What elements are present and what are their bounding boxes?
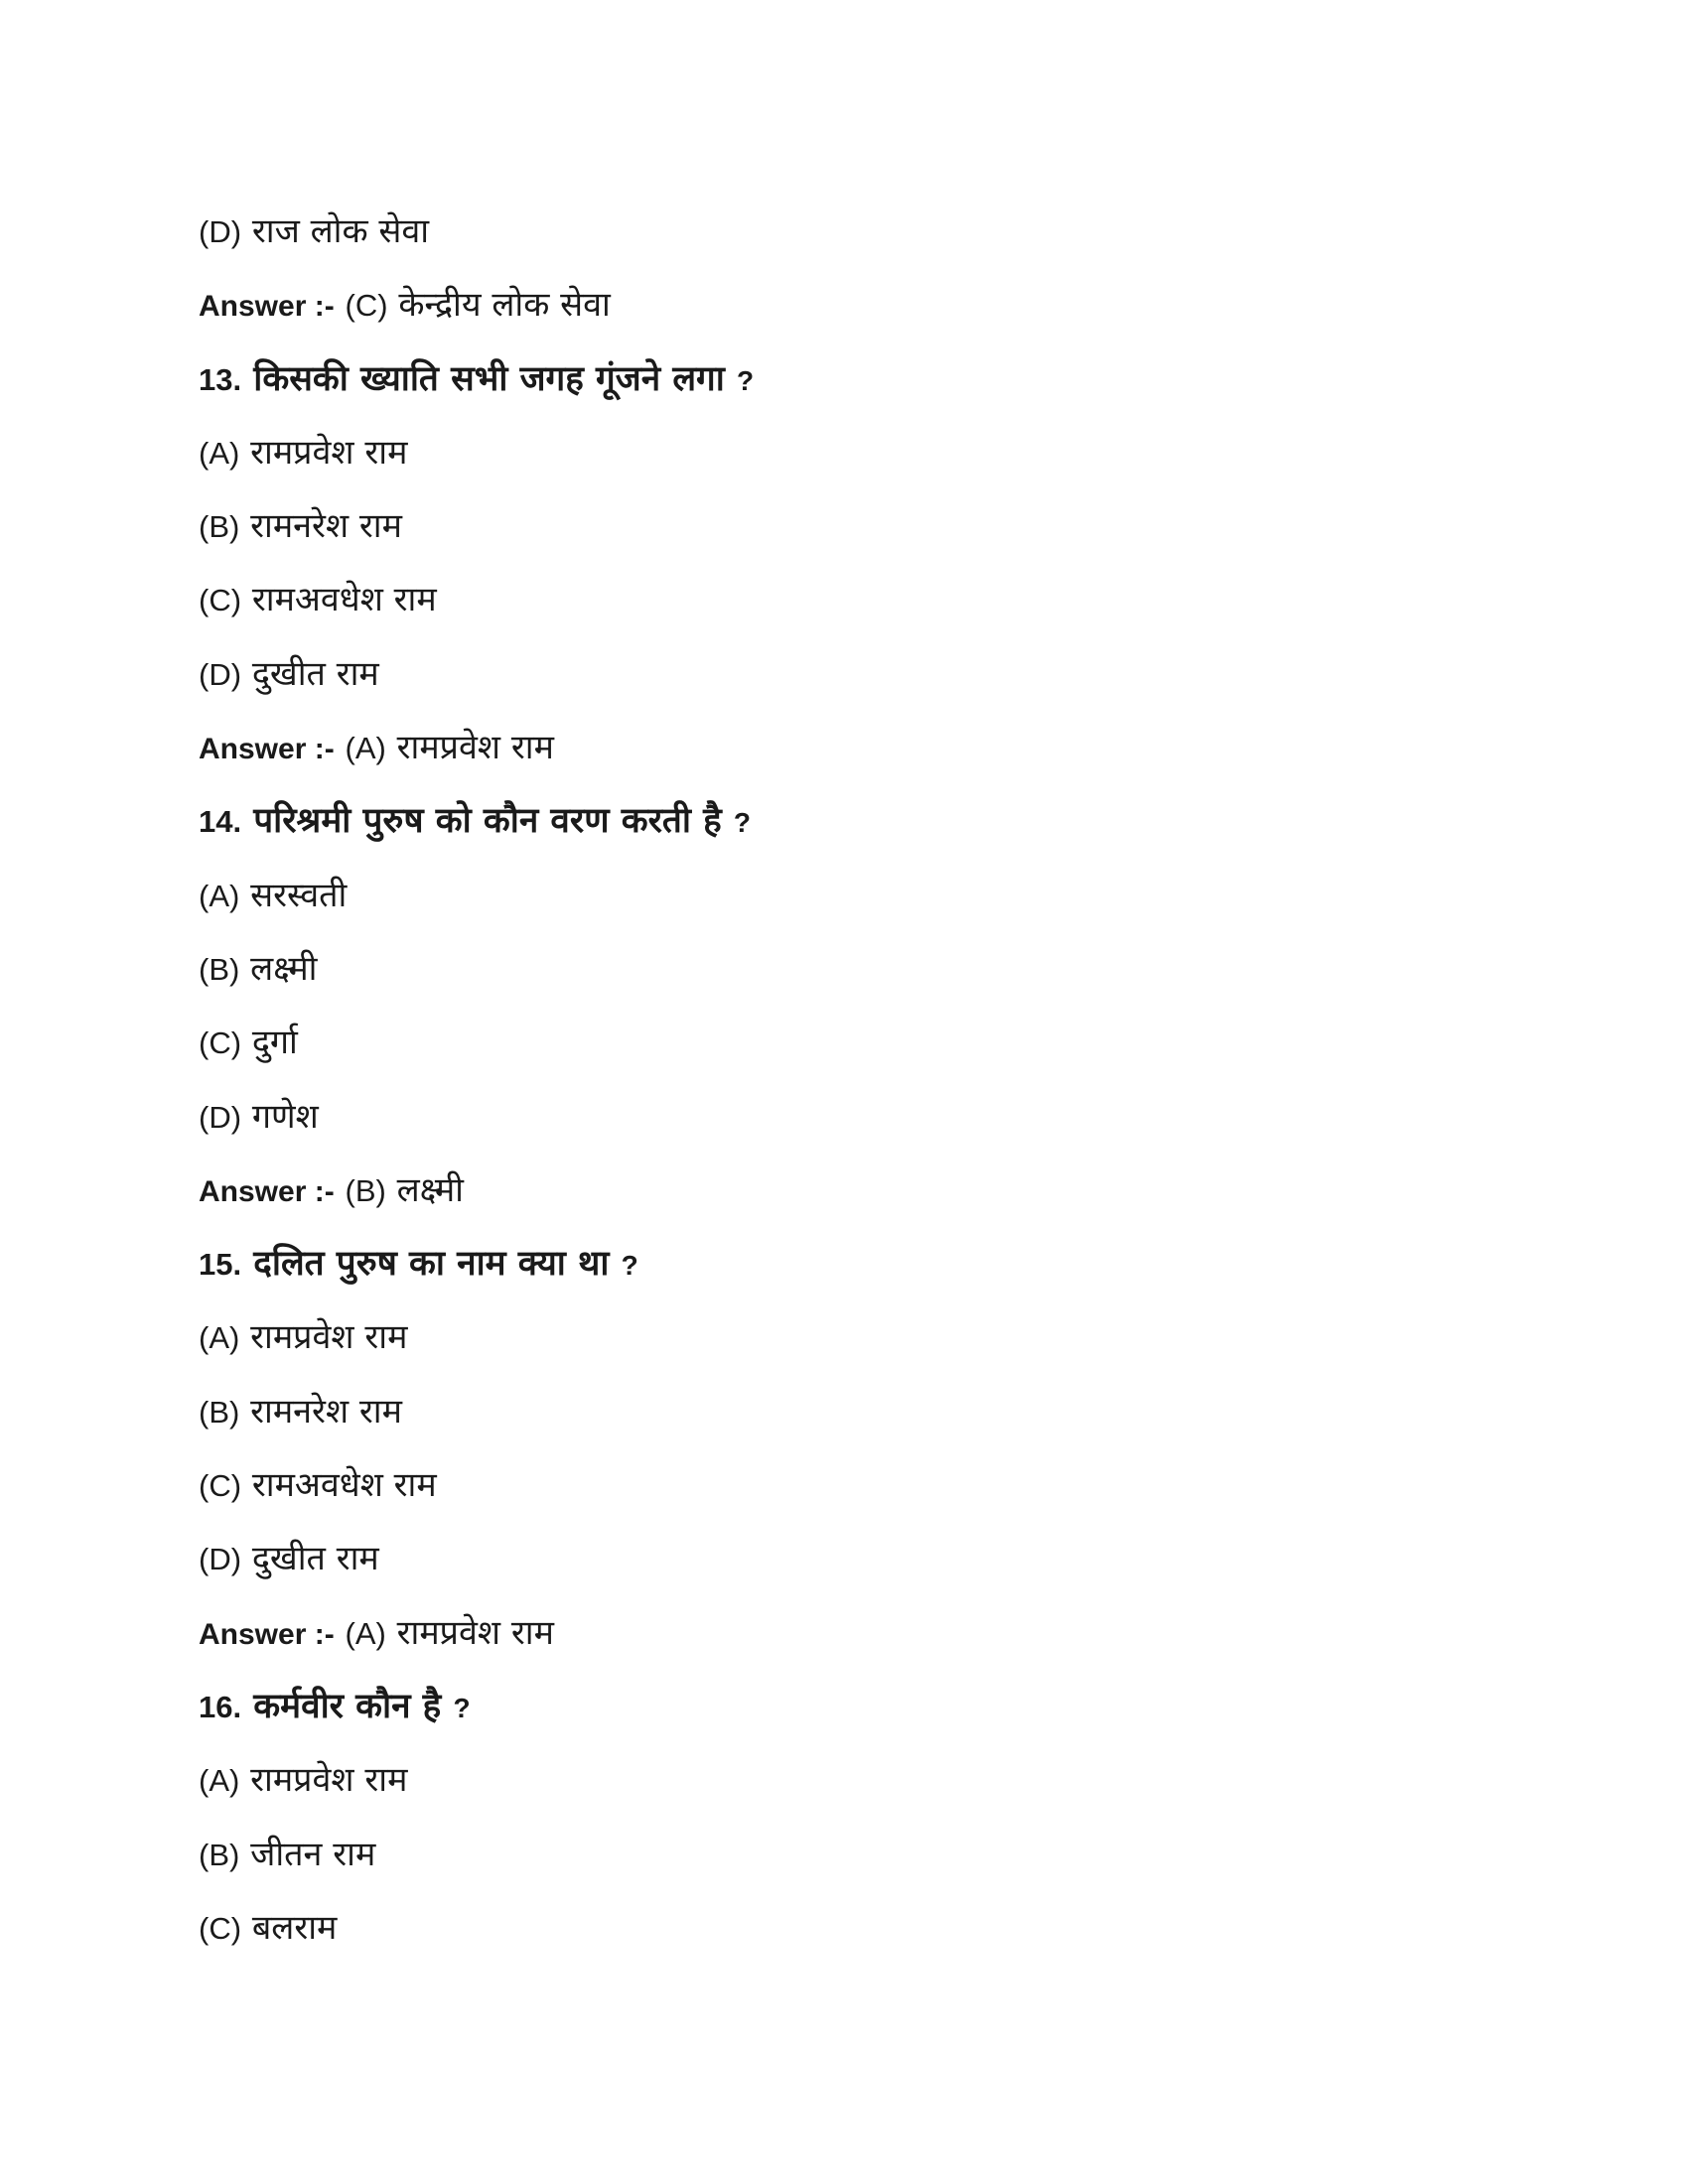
answer-text: केन्द्रीय लोक सेवा — [398, 285, 611, 326]
question-number: 15. — [199, 1247, 242, 1283]
answer-line — [199, 268, 1489, 341]
answer-line — [199, 1596, 1489, 1670]
option-marker: (A) — [199, 1320, 240, 1356]
question-mark: ? — [453, 1692, 471, 1723]
answer-marker: (B) — [345, 1172, 386, 1208]
quiz-content — [199, 195, 1489, 1965]
option-marker: (D) — [199, 1542, 242, 1577]
option-line — [199, 637, 1489, 711]
option-text: रामप्रवेश राम — [250, 432, 408, 473]
option-line — [199, 1743, 1489, 1817]
option-text: रामप्रवेश राम — [250, 1317, 408, 1358]
answer-text: रामप्रवेश राम — [396, 728, 554, 768]
option-text: लक्ष्मी — [250, 948, 318, 989]
option-marker: (D) — [199, 214, 242, 249]
option-text: गणेश — [251, 1096, 319, 1137]
option-line — [199, 1818, 1489, 1891]
option-text: सरस्वती — [250, 875, 348, 915]
option-line — [199, 489, 1489, 563]
question-number: 16. — [199, 1689, 242, 1724]
option-line — [199, 195, 1489, 268]
option-text: दुर्गा — [251, 1023, 298, 1063]
option-line — [199, 416, 1489, 489]
answer-label: Answer :- — [199, 290, 335, 324]
option-line — [199, 1448, 1489, 1522]
question-number: 14. — [199, 804, 242, 840]
question-text: परिश्रमी पुरुष को कौन वरण करती है — [253, 801, 722, 842]
option-text: रामनरेश राम — [250, 1391, 402, 1432]
option-text: दुखीत राम — [251, 1539, 379, 1579]
option-line — [199, 1080, 1489, 1154]
option-marker: (C) — [199, 1468, 242, 1504]
option-text: जीतन राम — [250, 1834, 376, 1874]
option-marker: (C) — [199, 1910, 242, 1946]
answer-marker: (A) — [345, 731, 386, 766]
option-line — [199, 563, 1489, 636]
option-marker: (A) — [199, 878, 240, 913]
question-14 — [199, 784, 1489, 858]
question-text: किसकी ख्याति सभी जगह गूंजने लगा — [253, 358, 725, 399]
option-line — [199, 1300, 1489, 1374]
answer-text: रामप्रवेश राम — [396, 1612, 554, 1653]
option-marker: (B) — [199, 1394, 240, 1430]
question-15 — [199, 1227, 1489, 1300]
answer-text: लक्ष्मी — [396, 1169, 464, 1210]
option-marker: (B) — [199, 951, 240, 987]
answer-label: Answer :- — [199, 1617, 335, 1651]
answer-line — [199, 1154, 1489, 1227]
answer-label: Answer :- — [199, 733, 335, 766]
option-marker: (D) — [199, 656, 242, 692]
option-marker: (C) — [199, 1025, 242, 1061]
question-mark: ? — [621, 1250, 638, 1282]
option-text: रामप्रवेश राम — [250, 1760, 408, 1801]
question-16 — [199, 1670, 1489, 1743]
option-line — [199, 1891, 1489, 1965]
option-text: बलराम — [251, 1907, 338, 1948]
question-13 — [199, 342, 1489, 416]
option-text: दुखीत राम — [251, 653, 379, 694]
question-mark: ? — [733, 807, 751, 839]
option-line — [199, 859, 1489, 932]
option-text: राज लोक सेवा — [251, 211, 430, 251]
option-line — [199, 1522, 1489, 1595]
option-marker: (C) — [199, 583, 242, 618]
option-marker: (B) — [199, 509, 240, 545]
option-marker: (B) — [199, 1837, 240, 1872]
option-line — [199, 932, 1489, 1006]
option-text: रामअवधेश राम — [251, 580, 437, 620]
answer-line — [199, 711, 1489, 784]
option-marker: (D) — [199, 1099, 242, 1135]
option-line — [199, 1375, 1489, 1448]
option-marker: (A) — [199, 1763, 240, 1799]
option-line — [199, 1006, 1489, 1079]
question-number: 13. — [199, 361, 242, 397]
option-marker: (A) — [199, 435, 240, 471]
question-mark: ? — [737, 364, 755, 396]
question-text: कर्मवीर कौन है — [253, 1686, 442, 1726]
option-text: रामअवधेश राम — [251, 1465, 437, 1506]
question-text: दलित पुरुष का नाम क्या था — [253, 1244, 610, 1285]
answer-marker: (A) — [345, 1615, 386, 1651]
option-text: रामनरेश राम — [250, 506, 402, 547]
answer-label: Answer :- — [199, 1174, 335, 1208]
answer-marker: (C) — [345, 288, 388, 324]
